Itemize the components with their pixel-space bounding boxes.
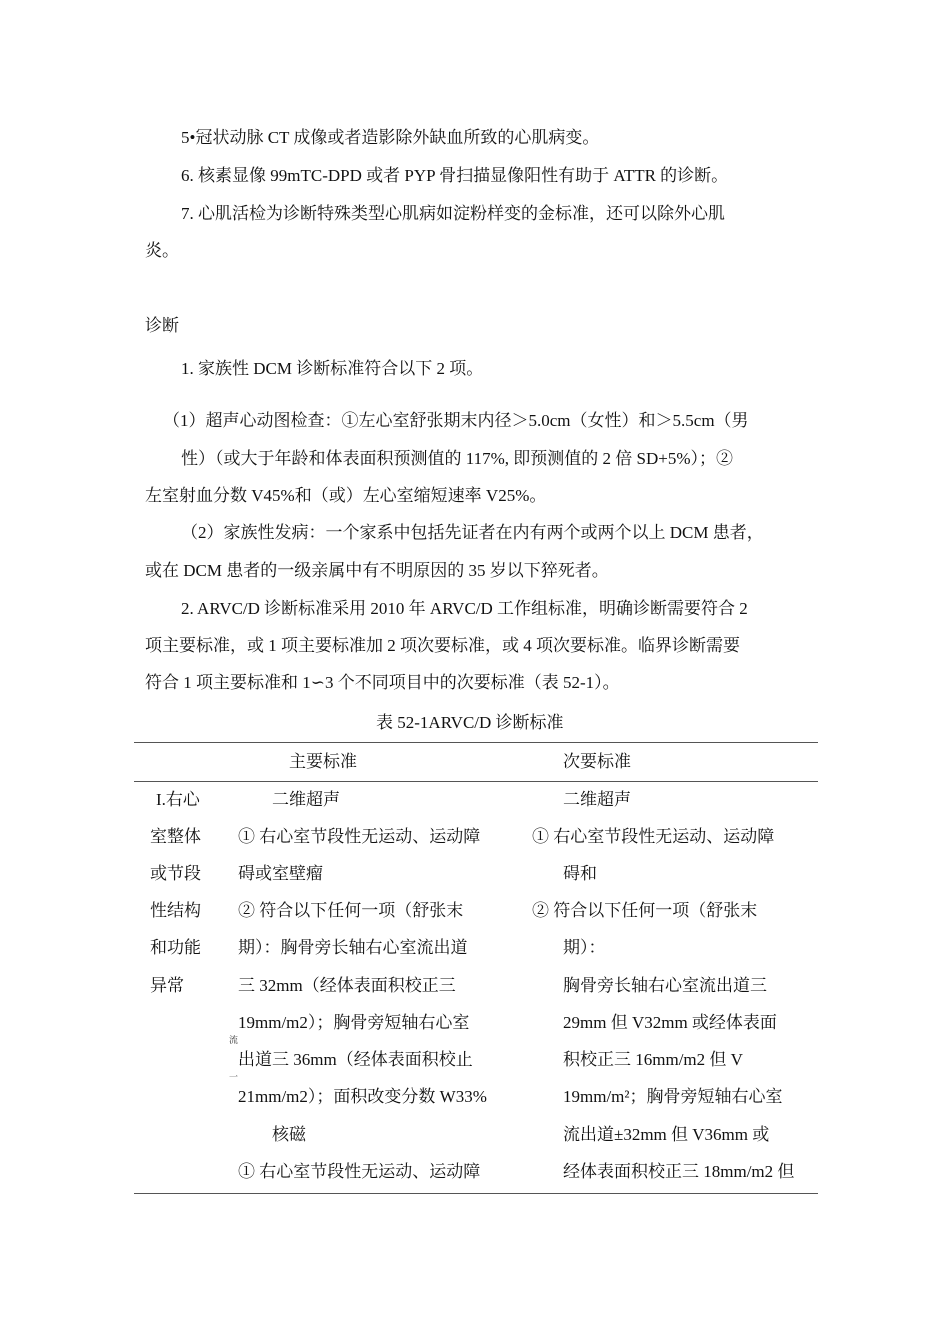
category-line: 室整体 bbox=[150, 827, 201, 846]
minor-criteria-line: 19mm/m²；胸骨旁短轴右心室 bbox=[563, 1087, 783, 1106]
minor-criteria-line: 积校正三 16mm/m2 但 V bbox=[563, 1050, 743, 1069]
minor-criteria-line: 二维超声 bbox=[563, 790, 631, 809]
diagnosis-1-1-line-3: 左室射血分数 V45%和（或）左心室缩短速率 V25%。 bbox=[145, 486, 547, 505]
diagnosis-item-2-line-1: 2. ARVC/D 诊断标准采用 2010 年 ARVC/D 工作组标准，明确诊断需要符合 2 bbox=[181, 599, 748, 618]
table-header-minor: 次要标准 bbox=[563, 752, 631, 771]
paragraph-item-7-line-2: 炎。 bbox=[145, 241, 179, 260]
stray-mark: 流 bbox=[229, 1035, 239, 1045]
major-criteria-line: ① 右心室节段性无运动、运动障 bbox=[238, 1162, 481, 1181]
diagnosis-item-1: 1. 家族性 DCM 诊断标准符合以下 2 项。 bbox=[181, 359, 484, 378]
table-top-rule bbox=[134, 742, 818, 743]
paragraph-item-5: 5•冠状动脉 CT 成像或者造影除外缺血所致的心肌病变。 bbox=[181, 128, 600, 147]
major-criteria-line: 19mm/m2）；胸骨旁短轴右心室 bbox=[238, 1013, 470, 1032]
major-criteria-line: ① 右心室节段性无运动、运动障 bbox=[238, 827, 481, 846]
minor-criteria-line: 29mm 但 V32mm 或经体表面 bbox=[563, 1013, 777, 1032]
diagnosis-item-2-line-3: 符合 1 项主要标准和 1∽3 个不同项目中的次要标准（表 52-1）。 bbox=[145, 673, 620, 692]
minor-criteria-line: ① 右心室节段性无运动、运动障 bbox=[532, 827, 775, 846]
minor-criteria-line: 期）： bbox=[563, 938, 606, 957]
major-criteria-line: 三 32mm（经体表面积校正三 bbox=[238, 976, 456, 995]
category-line: 或节段 bbox=[150, 864, 201, 883]
category-line: 异常 bbox=[150, 976, 184, 995]
minor-criteria-line: ② 符合以下任何一项（舒张末 bbox=[532, 901, 758, 920]
diagnosis-item-2-line-2: 项主要标准，或 1 项主要标准加 2 项次要标准，或 4 项次要标准。临界诊断需要 bbox=[145, 636, 740, 655]
diagnosis-1-2-line-1: （2）家族性发病：一个家系中包括先证者在内有两个或两个以上 DCM 患者， bbox=[181, 523, 764, 542]
table-header-rule bbox=[134, 781, 818, 782]
major-criteria-line: 核磁 bbox=[272, 1125, 306, 1144]
minor-criteria-line: 胸骨旁长轴右心室流出道三 bbox=[563, 976, 767, 995]
major-criteria-line: 碍或室壁瘤 bbox=[238, 864, 323, 883]
major-criteria-line: 21mm/m2）；面积改变分数 W33% bbox=[238, 1087, 487, 1106]
major-criteria-line: ② 符合以下任何一项（舒张末 bbox=[238, 901, 464, 920]
category-line: I.右心 bbox=[156, 790, 200, 809]
table-header-major: 主要标准 bbox=[289, 752, 357, 771]
paragraph-item-7-line-1: 7. 心肌活检为诊断特殊类型心肌病如淀粉样变的金标准，还可以除外心肌 bbox=[181, 204, 725, 223]
major-criteria-line: 期）：胸骨旁长轴右心室流出道 bbox=[238, 938, 468, 957]
category-line: 性结构 bbox=[150, 901, 201, 920]
stray-mark: 一 bbox=[229, 1072, 239, 1082]
diagnosis-1-1-line-2: 性）（或大于年龄和体表面积预测值的 117%, 即预测值的 2 倍 SD+5%）；② bbox=[181, 449, 734, 468]
major-criteria-line: 出道三 36mm（经体表面积校止 bbox=[238, 1050, 473, 1069]
category-line: 和功能 bbox=[150, 938, 201, 957]
diagnosis-1-1-line-1: （1）超声心动图检查：①左心室舒张期末内径＞5.0cm（女性）和＞5.5cm（男 bbox=[163, 411, 749, 430]
minor-criteria-line: 经体表面积校正三 18mm/m2 但 bbox=[563, 1162, 795, 1181]
paragraph-item-6: 6. 核素显像 99mTC-DPD 或者 PYP 骨扫描显像阳性有助于 ATTR 的诊断。 bbox=[181, 166, 729, 185]
section-heading-diagnosis: 诊断 bbox=[145, 316, 179, 335]
minor-criteria-line: 碍和 bbox=[563, 864, 597, 883]
table-bottom-rule bbox=[134, 1193, 818, 1194]
table-caption: 表 52-1ARVC/D 诊断标准 bbox=[376, 713, 564, 732]
major-criteria-line: 二维超声 bbox=[272, 790, 340, 809]
minor-criteria-line: 流出道±32mm 但 V36mm 或 bbox=[563, 1125, 770, 1144]
diagnosis-1-2-line-2: 或在 DCM 患者的一级亲属中有不明原因的 35 岁以下猝死者。 bbox=[145, 561, 609, 580]
